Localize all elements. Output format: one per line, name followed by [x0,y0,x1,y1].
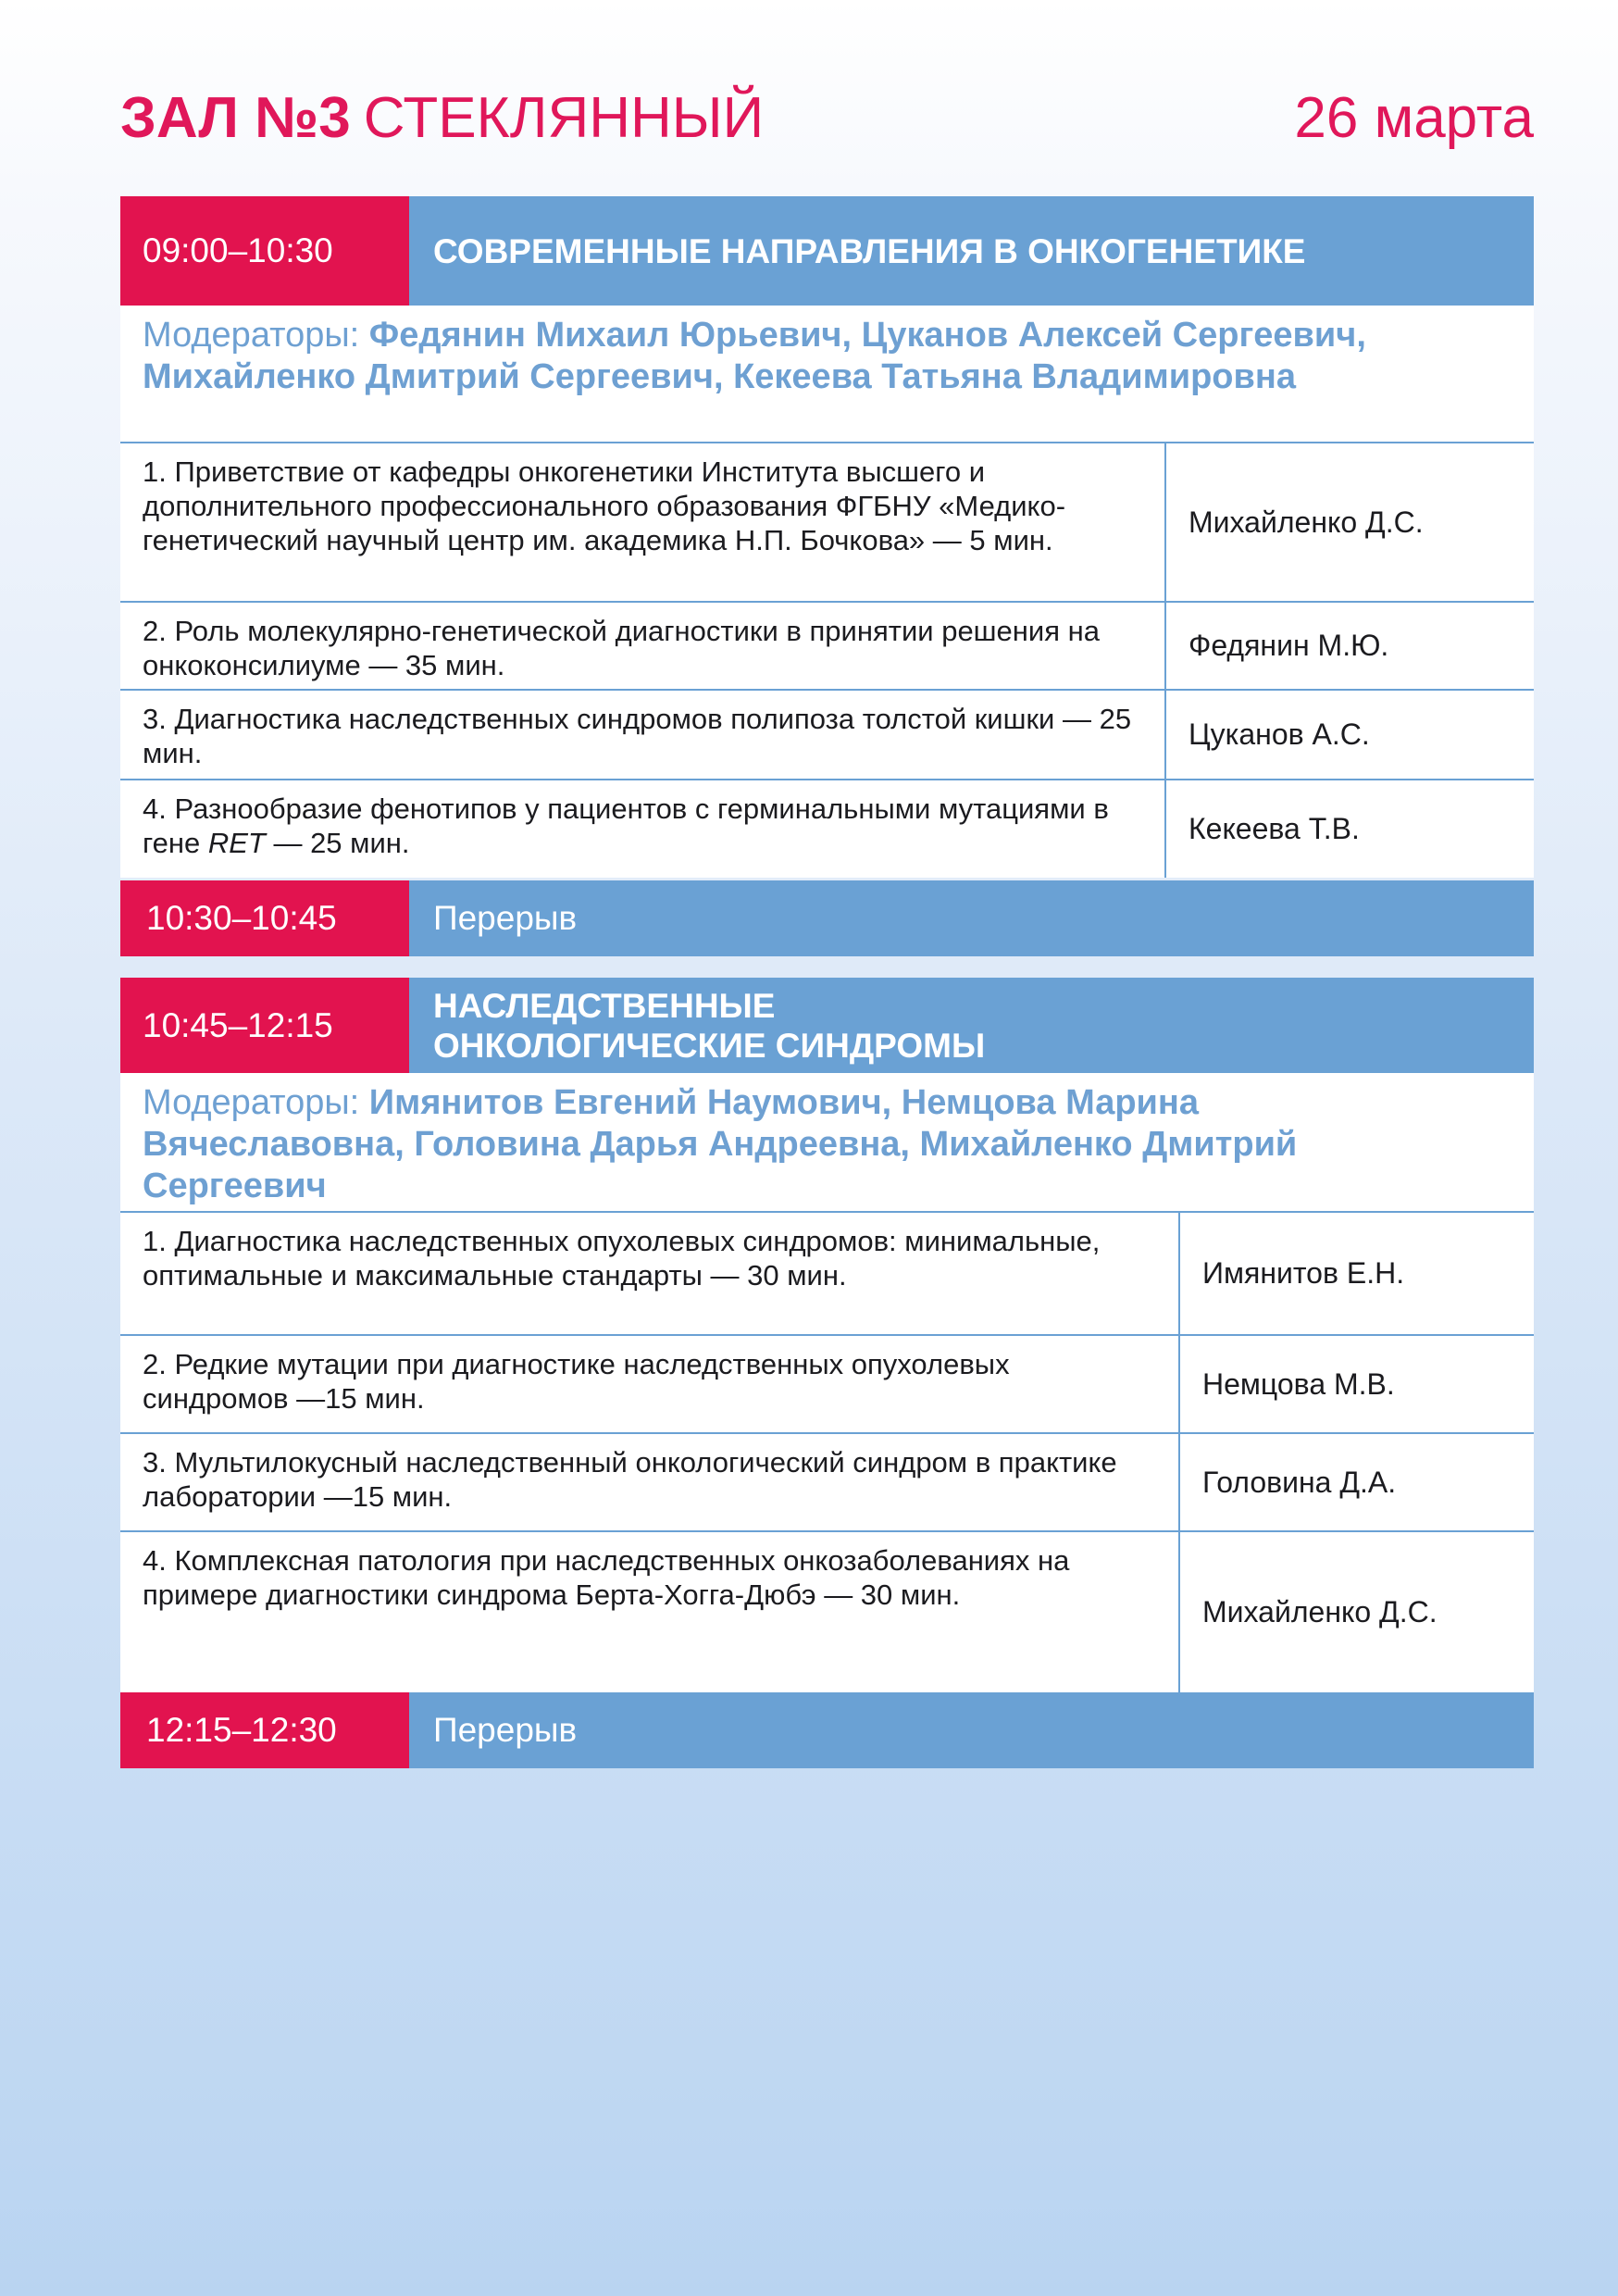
moderators-block [120,306,1534,443]
program-row [120,1434,1534,1532]
talk-text-start: 4. Разнообразие фенотипов у пациентов с герминальными мутациями в гене [143,792,1109,859]
talk-text-end: — 25 мин. [265,827,410,859]
break-label: Перерыв [433,1711,578,1749]
talk-title: 1. Диагностика наследственных опухолевых синдромов: минимальные, оптимальные и максимальные стандарты — 30 мин. [120,1213,1180,1334]
talk-speaker: Головина Д.А. [1202,1465,1397,1499]
hall-name: СТЕКЛЯННЫЙ [363,86,765,150]
session-time: 09:00–10:30 [120,196,409,306]
session-header [120,978,1534,1073]
talk-speaker: Михайленко Д.С. [1202,1595,1438,1628]
talk-title: 4. Комплексная патология при наследственных онкозаболеваниях на примере диагностики синдрома Берта-Хогга-Дюбэ — 30 мин. [120,1532,1180,1692]
talk-speaker: Немцова М.В. [1202,1366,1395,1401]
break-row [120,880,1534,956]
program-row [120,1336,1534,1434]
session-title: СОВРЕМЕННЫЕ НАПРАВЛЕНИЯ В ОНКОГЕНЕТИКЕ [433,231,1306,270]
talk-title: 2. Редкие мутации при диагностике наследственных опухолевых синдромов —15 мин. [120,1336,1180,1432]
session-header [120,196,1534,306]
program-row [120,1213,1534,1336]
break-time: 10:30–10:45 [120,880,409,956]
talk-speaker: Кекеева Т.В. [1189,812,1360,845]
moderators-names: Имянитов Евгений Наумович, Немцова Марина Вячеславовна, Головина Дарья Андреевна, Михайленко Дмитрий Сергеевич [143,1083,1298,1205]
hall-number: ЗАЛ №3 [120,86,351,150]
program-row [120,443,1534,603]
event-date: 26 марта [1294,86,1534,150]
program-row [120,1532,1534,1692]
session-time: 10:45–12:15 [120,978,409,1073]
talk-title: 2. Роль молекулярно-генетической диагностики в принятии решения на онкоконсилиуме — 35 мин. [120,603,1166,689]
talk-speaker: Имянитов Е.Н. [1202,1256,1405,1290]
break-time: 12:15–12:30 [120,1692,409,1768]
talk-title: 3. Мультилокусный наследственный онкологический синдром в практике лаборатории —15 мин. [120,1434,1180,1530]
break-label: Перерыв [433,899,578,937]
break-row [120,1692,1534,1768]
talk-title: 1. Приветствие от кафедры онкогенетики Института высшего и дополнительного профессионального образования ФГБНУ «Медико-генетический научный центр им. академика Н.П. Бочкова» — 5 мин. [120,443,1166,601]
program-row [120,603,1534,691]
moderators-names: Федянин Михаил Юрьевич, Цуканов Алексей Сергеевич, Михайленко Дмитрий Сергеевич, Кекеева Татьяна Владимировна [143,316,1366,396]
hall-title [120,81,764,156]
talk-title [120,780,1166,878]
moderators-label: Модераторы: [143,1083,360,1122]
talk-title: 3. Диагностика наследственных синдромов полипоза толстой кишки — 25 мин. [120,691,1166,779]
moderators-block [120,1073,1534,1213]
moderators-label: Модераторы: [143,316,360,355]
program-row [120,691,1534,780]
session-title: НАСЛЕДСТВЕННЫЕ ОНКОЛОГИЧЕСКИЕ СИНДРОМЫ [433,986,986,1065]
talk-speaker: Федянин М.Ю. [1189,629,1389,662]
gene-name: RET [207,827,266,859]
program-row [120,780,1534,878]
talk-speaker: Михайленко Д.С. [1189,505,1424,539]
page-header [120,81,1534,156]
session-1 [120,196,1534,878]
session-2 [120,978,1534,1692]
talk-speaker: Цуканов А.С. [1189,718,1370,751]
